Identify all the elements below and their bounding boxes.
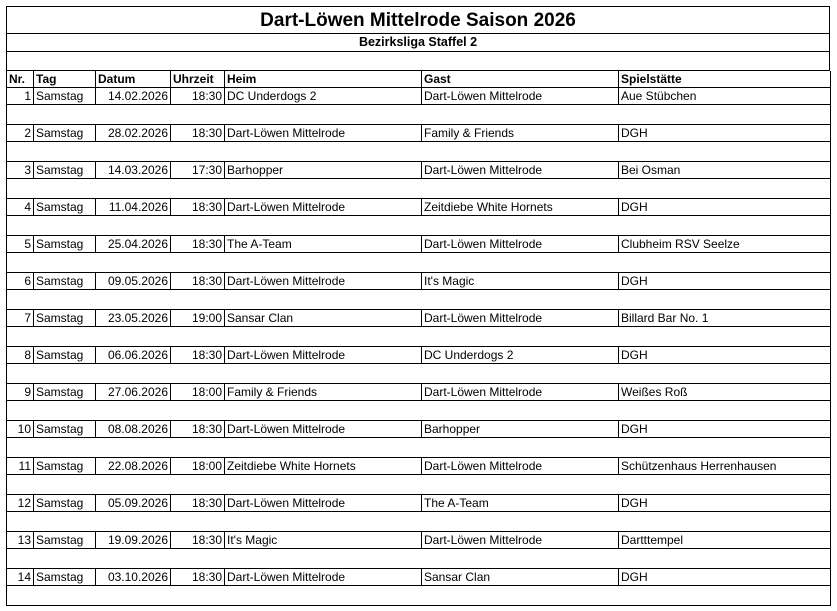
cell-gast: Barhopper [422,421,619,438]
spacer-cell [7,364,831,384]
cell-gast: Dart-Löwen Mittelrode [422,310,619,327]
spacer-row [7,105,831,125]
cell-spielstaette: Clubheim RSV Seelze [619,236,831,253]
spacer-row [7,290,831,310]
cell-tag: Samstag [34,162,96,179]
cell-heim: It's Magic [225,532,422,549]
cell-datum: 14.02.2026 [96,88,171,105]
cell-spielstaette: Billard Bar No. 1 [619,310,831,327]
cell-datum: 23.05.2026 [96,310,171,327]
cell-uhrzeit: 17:30 [171,162,225,179]
cell-nr: 4 [7,199,34,216]
table-row [7,495,831,512]
cell-datum: 06.06.2026 [96,347,171,364]
spacer-cell [7,438,831,458]
spacer-cell [7,142,831,162]
cell-heim: Family & Friends [225,384,422,401]
cell-uhrzeit: 18:30 [171,236,225,253]
table-row [7,532,831,549]
cell-heim: Dart-Löwen Mittelrode [225,569,422,586]
header-spielstaette: Spielstätte [619,71,831,88]
cell-tag: Samstag [34,384,96,401]
cell-tag: Samstag [34,199,96,216]
cell-tag: Samstag [34,310,96,327]
cell-gast: Zeitdiebe White Hornets [422,199,619,216]
cell-tag: Samstag [34,458,96,475]
cell-tag: Samstag [34,495,96,512]
spacer-cell [7,549,831,569]
cell-spielstaette: DGH [619,125,831,142]
cell-uhrzeit: 18:30 [171,495,225,512]
cell-datum: 08.08.2026 [96,421,171,438]
cell-heim: Dart-Löwen Mittelrode [225,421,422,438]
cell-spielstaette: Schützenhaus Herrenhausen [619,458,831,475]
cell-nr: 2 [7,125,34,142]
cell-uhrzeit: 18:30 [171,569,225,586]
spacer-row [7,475,831,495]
cell-gast: The A-Team [422,495,619,512]
cell-nr: 7 [7,310,34,327]
cell-gast: Family & Friends [422,125,619,142]
cell-datum: 14.03.2026 [96,162,171,179]
cell-nr: 12 [7,495,34,512]
cell-nr: 14 [7,569,34,586]
cell-gast: Sansar Clan [422,569,619,586]
spacer-cell [7,475,831,495]
cell-datum: 25.04.2026 [96,236,171,253]
table-row [7,162,831,179]
cell-spielstaette: DGH [619,199,831,216]
cell-nr: 9 [7,384,34,401]
cell-spielstaette: DGH [619,495,831,512]
table-row [7,125,831,142]
cell-tag: Samstag [34,273,96,290]
page-subtitle: Bezirksliga Staffel 2 [6,34,830,52]
cell-heim: Zeitdiebe White Hornets [225,458,422,475]
cell-uhrzeit: 18:30 [171,125,225,142]
cell-heim: DC Underdogs 2 [225,88,422,105]
spacer-cell [7,327,831,347]
table-row [7,569,831,586]
cell-nr: 10 [7,421,34,438]
spacer-row [7,216,831,236]
cell-spielstaette: DGH [619,421,831,438]
cell-heim: Barhopper [225,162,422,179]
spacer-row [6,52,830,71]
table-row [7,458,831,475]
table-row [7,384,831,401]
cell-gast: It's Magic [422,273,619,290]
spacer-row [7,364,831,384]
cell-heim: Dart-Löwen Mittelrode [225,199,422,216]
cell-gast: Dart-Löwen Mittelrode [422,384,619,401]
spacer-cell [7,105,831,125]
table-body [7,88,831,606]
cell-nr: 1 [7,88,34,105]
schedule-sheet [6,6,830,606]
cell-gast: Dart-Löwen Mittelrode [422,88,619,105]
cell-nr: 8 [7,347,34,364]
cell-gast: Dart-Löwen Mittelrode [422,458,619,475]
cell-uhrzeit: 18:30 [171,421,225,438]
cell-datum: 05.09.2026 [96,495,171,512]
spacer-row [7,142,831,162]
table-row [7,421,831,438]
cell-heim: Dart-Löwen Mittelrode [225,495,422,512]
header-nr: Nr. [7,71,34,88]
cell-spielstaette: DGH [619,347,831,364]
cell-datum: 19.09.2026 [96,532,171,549]
cell-tag: Samstag [34,569,96,586]
spacer-cell [7,216,831,236]
cell-tag: Samstag [34,347,96,364]
cell-datum: 22.08.2026 [96,458,171,475]
spacer-cell [7,253,831,273]
spacer-row [7,327,831,347]
table-row [7,273,831,290]
spacer-row [7,586,831,606]
schedule-table [6,71,831,606]
cell-datum: 11.04.2026 [96,199,171,216]
cell-nr: 5 [7,236,34,253]
cell-spielstaette: Aue Stübchen [619,88,831,105]
spacer-row [7,549,831,569]
spacer-row [7,438,831,458]
cell-tag: Samstag [34,88,96,105]
cell-datum: 28.02.2026 [96,125,171,142]
spacer-row [7,179,831,199]
spacer-cell [7,401,831,421]
cell-tag: Samstag [34,532,96,549]
cell-heim: Dart-Löwen Mittelrode [225,125,422,142]
cell-heim: Sansar Clan [225,310,422,327]
cell-heim: The A-Team [225,236,422,253]
cell-spielstaette: Weißes Roß [619,384,831,401]
cell-datum: 27.06.2026 [96,384,171,401]
spacer-cell [7,586,831,606]
cell-gast: Dart-Löwen Mittelrode [422,532,619,549]
cell-tag: Samstag [34,125,96,142]
cell-uhrzeit: 18:30 [171,532,225,549]
spacer-cell [7,179,831,199]
spacer-row [7,401,831,421]
cell-uhrzeit: 18:30 [171,347,225,364]
cell-uhrzeit: 18:00 [171,458,225,475]
cell-uhrzeit: 19:00 [171,310,225,327]
cell-gast: Dart-Löwen Mittelrode [422,162,619,179]
cell-nr: 6 [7,273,34,290]
cell-heim: Dart-Löwen Mittelrode [225,347,422,364]
header-tag: Tag [34,71,96,88]
cell-gast: DC Underdogs 2 [422,347,619,364]
cell-spielstaette: Dartttempel [619,532,831,549]
cell-datum: 03.10.2026 [96,569,171,586]
table-header-row [7,71,831,88]
spacer-cell [7,290,831,310]
header-datum: Datum [96,71,171,88]
cell-nr: 3 [7,162,34,179]
cell-gast: Dart-Löwen Mittelrode [422,236,619,253]
cell-heim: Dart-Löwen Mittelrode [225,273,422,290]
table-row [7,236,831,253]
cell-uhrzeit: 18:30 [171,273,225,290]
table-row [7,310,831,327]
spacer-row [7,512,831,532]
cell-tag: Samstag [34,421,96,438]
cell-spielstaette: DGH [619,273,831,290]
table-row [7,347,831,364]
cell-uhrzeit: 18:00 [171,384,225,401]
table-row [7,88,831,105]
cell-nr: 11 [7,458,34,475]
cell-uhrzeit: 18:30 [171,199,225,216]
cell-spielstaette: DGH [619,569,831,586]
page-title: Dart-Löwen Mittelrode Saison 2026 [6,6,830,34]
table-row [7,199,831,216]
header-uhrzeit: Uhrzeit [171,71,225,88]
spacer-row [7,253,831,273]
cell-spielstaette: Bei Osman [619,162,831,179]
spacer-cell [7,512,831,532]
cell-datum: 09.05.2026 [96,273,171,290]
cell-tag: Samstag [34,236,96,253]
header-heim: Heim [225,71,422,88]
cell-uhrzeit: 18:30 [171,88,225,105]
cell-nr: 13 [7,532,34,549]
header-gast: Gast [422,71,619,88]
